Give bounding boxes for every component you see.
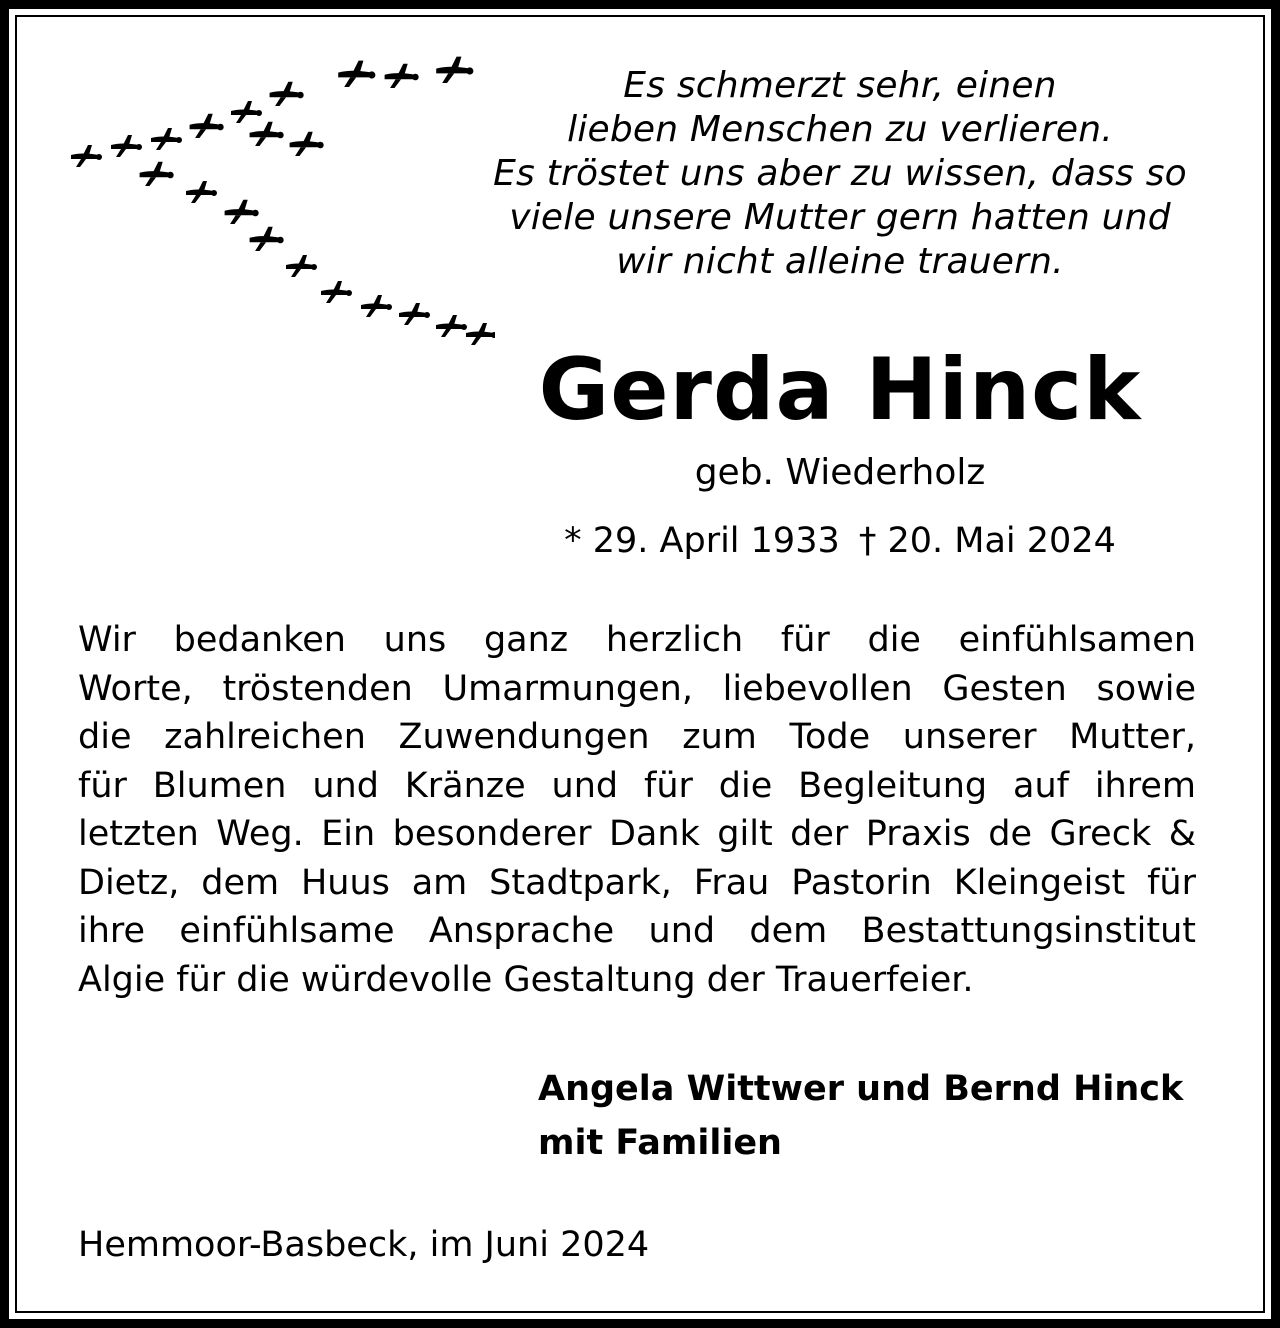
message-line: die zahlreichen Zuwendungen zum Tode unserer Mutter, [78,717,1196,757]
quote-line: Es tröstet uns aber zu wissen, dass so [493,153,1187,194]
quote-line: wir nicht alleine trauern. [616,241,1064,282]
message-line: für Blumen und Kränze und für die Begleitung auf ihrem [78,765,1196,806]
life-dates [500,514,1180,568]
message-line: letzten Weg. Ein besonderer Dank gilt der Praxis de Greck & [78,814,1196,854]
quote-line: Es schmerzt sehr, einen [623,65,1057,106]
message-line: Dietz, dem Huus am Stadtpark, Frau Pastorin Kleingeist für [78,862,1196,903]
place-and-date: Hemmoor-Basbeck, im Juni 2024 [78,1225,650,1265]
flying-birds-icon [55,45,495,365]
thank-you-message [78,616,1196,1004]
message-line: Worte, tröstenden Umarmungen, liebevollen Gesten sowie [78,668,1196,709]
signature-names: Angela Wittwer und Bernd Hinck [538,1069,1184,1109]
quote [480,64,1200,284]
signature-family: mit Familien [538,1123,782,1163]
quote-line: lieben Menschen zu verlieren. [567,109,1113,150]
message-line: ihre einfühlsame Ansprache und dem Bestattungsinstitut [78,911,1196,951]
message-line: Algie für die würdevolle Gestaltung der Trauerfeier. [78,959,974,1000]
birth-date: * 29. April 1933 [564,521,840,561]
deceased-name: Gerda Hinck [538,340,1142,440]
birth-name: geb. Wiederholz [694,452,986,493]
signature [538,1062,1218,1170]
death-date: † 20. Mai 2024 [858,521,1116,561]
quote-line: viele unsere Mutter gern hatten und [509,197,1171,238]
message-line: Wir bedanken uns ganz herzlich für die einfühlsamen [78,620,1196,660]
